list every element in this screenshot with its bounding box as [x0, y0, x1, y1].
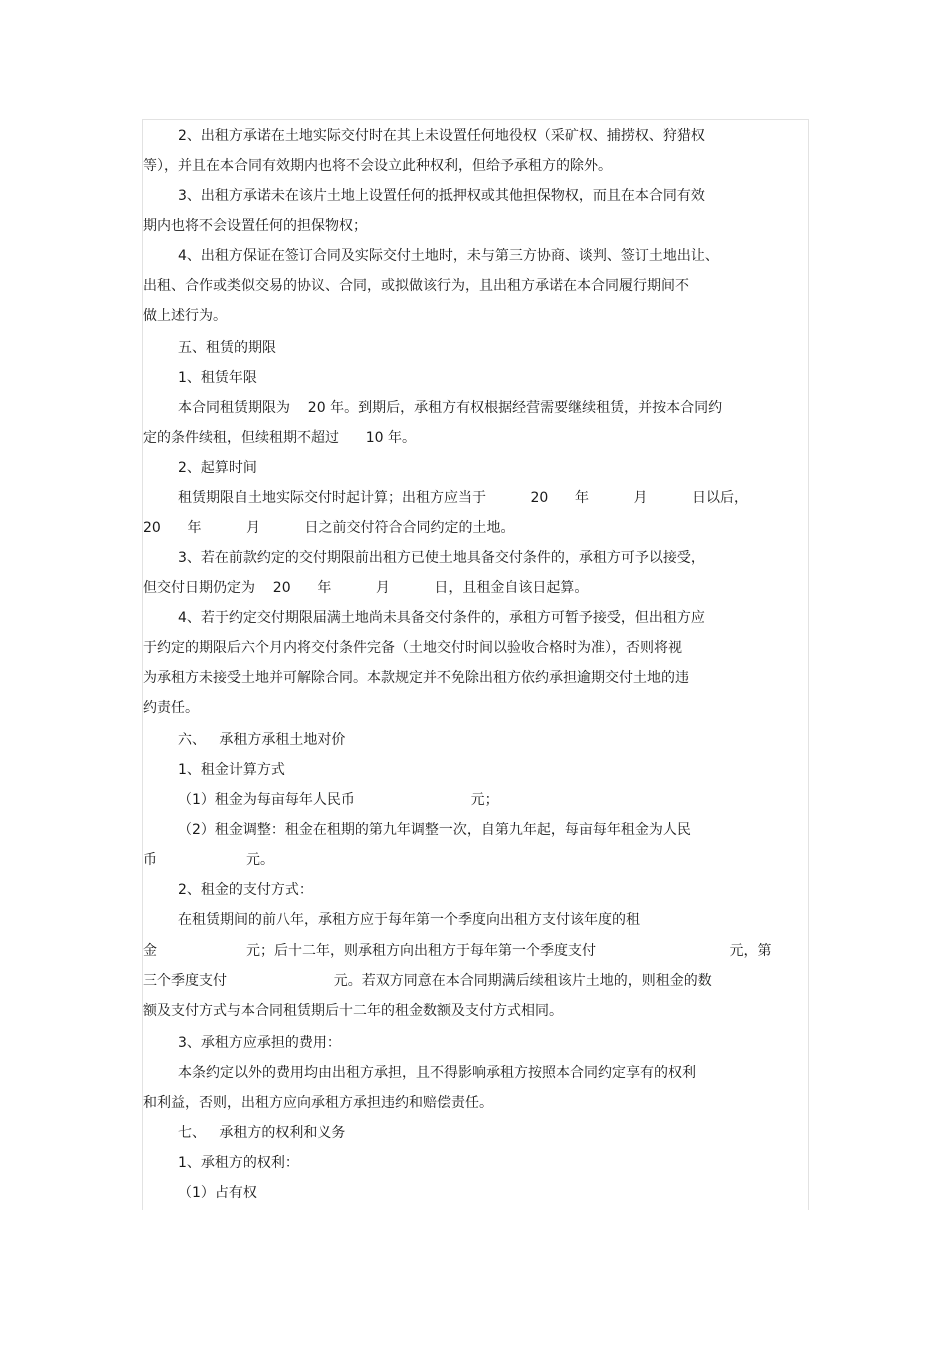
subsection-heading: 2、租金的支付方式： — [178, 882, 313, 898]
text-line: 20 年 月 日之前交付符合合同约定的土地。 — [143, 520, 515, 536]
subsection-heading: 2、起算时间 — [178, 460, 257, 476]
text-line: 三个季度支付 元。若双方同意在本合同期满后续租该片土地的，则租金的数 — [143, 973, 712, 989]
text-line: 但交付日期仍定为 20 年 月 日，且租金自该日起算。 — [143, 580, 589, 596]
subsection-heading: 1、租赁年限 — [178, 370, 257, 386]
subsection-heading: 1、租金计算方式 — [178, 762, 285, 778]
text-line: 为承租方未接受土地并可解除合同。本款规定并不免除出租方依约承担逾期交付土地的违 — [143, 670, 689, 686]
text-line: 币 元。 — [143, 852, 275, 868]
text-line: 租赁期限自土地实际交付时起计算；出租方应当于 20 年 月 日以后， — [178, 490, 749, 506]
text-line: 额及支付方式与本合同租赁期后十二年的租金数额及支付方式相同。 — [143, 1003, 563, 1019]
text-line: 出租、合作或类似交易的协议、合同，或拟做该行为，且出租方承诺在本合同履行期间不 — [143, 278, 689, 294]
text-line: 等），并且在本合同有效期内也将不会设立此种权利，但给予承租方的除外。 — [143, 158, 612, 174]
section-heading: 六、 承租方承租土地对价 — [178, 732, 346, 748]
section-heading: 七、 承租方的权利和义务 — [178, 1125, 346, 1141]
text-line: 2、出租方承诺在土地实际交付时在其上未设置任何地役权（采矿权、捕捞权、狩猎权 — [178, 128, 705, 144]
text-line: 做上述行为。 — [143, 308, 227, 324]
text-line: 本合同租赁期限为 20 年。到期后，承租方有权根据经营需要继续租赁，并按本合同约 — [178, 400, 723, 416]
text-line: 在租赁期间的前八年，承租方应于每年第一个季度向出租方支付该年度的租 — [178, 912, 640, 928]
subsection-heading: 3、承租方应承担的费用： — [178, 1035, 341, 1051]
subsection-heading: 1、承租方的权利： — [178, 1155, 299, 1171]
text-line: 4、若于约定交付期限届满土地尚未具备交付条件的，承租方可暂予接受，但出租方应 — [178, 610, 705, 626]
text-line: 3、若在前款约定的交付期限前出租方已使土地具备交付条件的，承租方可予以接受， — [178, 550, 705, 566]
text-line: 定的条件续租，但续租期不超过 10 年。 — [143, 430, 416, 446]
text-line: 约责任。 — [143, 700, 199, 716]
text-line: 本条约定以外的费用均由出租方承担，且不得影响承租方按照本合同约定享有的权利 — [178, 1065, 696, 1081]
text-line: 和利益，否则，出租方应向承租方承担违约和赔偿责任。 — [143, 1095, 493, 1111]
text-line: （2）租金调整：租金在租期的第九年调整一次，自第九年起，每亩每年租金为人民 — [178, 822, 691, 838]
text-line: （1）租金为每亩每年人民币 元； — [178, 792, 499, 808]
text-line: 期内也将不会设置任何的担保物权； — [143, 218, 367, 234]
text-line: 金 元；后十二年，则承租方向出租方于每年第一个季度支付 元，第 — [143, 943, 772, 959]
text-line: 3、出租方承诺未在该片土地上设置任何的抵押权或其他担保物权，而且在本合同有效 — [178, 188, 705, 204]
text-line: （1）占有权 — [178, 1185, 257, 1201]
section-heading: 五、租赁的期限 — [178, 340, 276, 356]
text-line: 4、出租方保证在签订合同及实际交付土地时，未与第三方协商、谈判、签订土地出让、 — [178, 248, 719, 264]
text-line: 于约定的期限后六个月内将交付条件完备（土地交付时间以验收合格时为准），否则将视 — [143, 640, 682, 656]
